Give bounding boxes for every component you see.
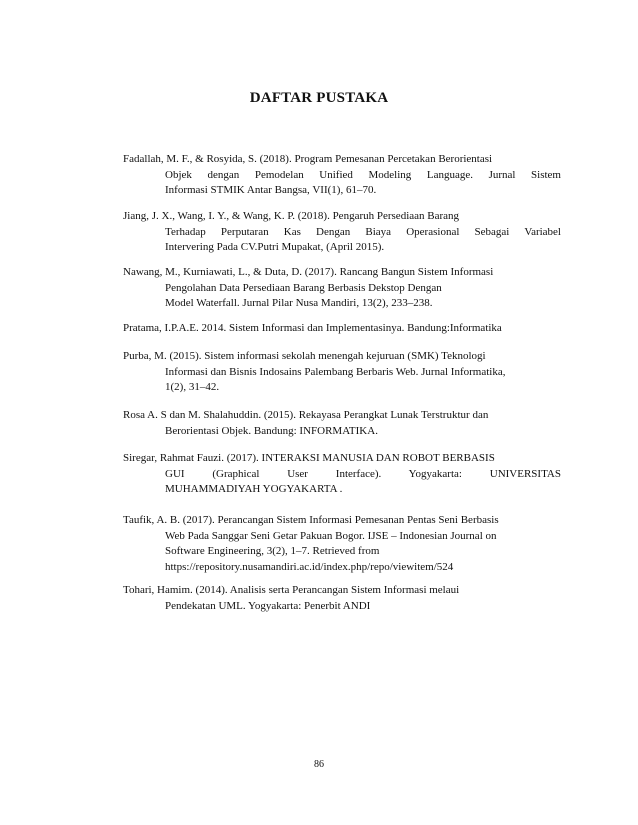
reference-line: Web Pada Sanggar Seni Getar Pakuan Bogor. IJSE – Indonesian Journal on bbox=[165, 529, 497, 542]
reference-line: Purba, M. (2015). Sistem informasi sekolah menengah kejuruan (SMK) Teknologi bbox=[123, 350, 486, 362]
reference-entry bbox=[123, 152, 561, 199]
reference-line: Tohari, Hamim. (2014). Analisis serta Perancangan Sistem Informasi melaui bbox=[123, 584, 460, 596]
reference-entry bbox=[123, 408, 561, 439]
reference-line: Software Engineering, 3(2), 1–7. Retrieved from bbox=[165, 545, 380, 557]
reference-line: Berorientasi Objek. Bandung: INFORMATIKA. bbox=[165, 424, 378, 437]
reference-line: Informasi STMIK Antar Bangsa, VII(1), 61–70. bbox=[165, 184, 377, 196]
reference-entry bbox=[123, 451, 561, 498]
reference-line: Pengolahan Data Persediaan Barang Berbasis Dekstop Dengan bbox=[165, 281, 442, 294]
page-number: 86 bbox=[314, 759, 324, 770]
reference-line: GUI (Graphical User Interface). Yogyakarta: UNIVERSITAS bbox=[165, 467, 561, 480]
page-title: DAFTAR PUSTAKA bbox=[249, 90, 389, 106]
reference-line: Intervering Pada CV.Putri Mupakat, (April 2015). bbox=[165, 241, 385, 253]
reference-line: Informasi dan Bisnis Indosains Palembang Berbaris Web. Jurnal Informatika, bbox=[165, 365, 506, 378]
reference-line: Objek dengan Pemodelan Unified Modeling Language. Jurnal Sistem bbox=[165, 168, 561, 181]
reference-line: Nawang, M., Kurniawati, L., & Duta, D. (2017). Rancang Bangun Sistem Informasi bbox=[123, 266, 494, 278]
reference-line: Terhadap Perputaran Kas Dengan Biaya Operasional Sebagai Variabel bbox=[165, 225, 561, 238]
reference-entry bbox=[123, 321, 561, 337]
reference-entry bbox=[123, 513, 561, 575]
reference-link[interactable]: https://repository.nusamandiri.ac.id/index.php/repo/viewitem/524 bbox=[165, 560, 454, 573]
reference-line: 1(2), 31–42. bbox=[165, 381, 220, 393]
reference-entry bbox=[123, 349, 561, 396]
reference-entry bbox=[123, 265, 561, 312]
reference-line: Pratama, I.P.A.E. 2014. Sistem Informasi dan Implementasinya. Bandung:Informatika bbox=[123, 322, 502, 334]
reference-line: MUHAMMADIYAH YOGYAKARTA . bbox=[165, 483, 343, 495]
reference-entry bbox=[123, 209, 561, 256]
reference-entry bbox=[123, 583, 561, 614]
reference-line: Rosa A. S dan M. Shalahuddin. (2015). Rekayasa Perangkat Lunak Terstruktur dan bbox=[123, 409, 489, 421]
reference-line: Taufik, A. B. (2017). Perancangan Sistem Informasi Pemesanan Pentas Seni Berbasis bbox=[123, 514, 499, 526]
reference-line: Jiang, J. X., Wang, I. Y., & Wang, K. P. (2018). Pengaruh Persediaan Barang bbox=[123, 210, 460, 222]
reference-line: Pendekatan UML. Yogyakarta: Penerbit ANDI bbox=[165, 599, 371, 612]
reference-line: Model Waterfall. Jurnal Pilar Nusa Mandiri, 13(2), 233–238. bbox=[165, 297, 433, 309]
reference-line: Siregar, Rahmat Fauzi. (2017). INTERAKSI MANUSIA DAN ROBOT BERBASIS bbox=[123, 452, 495, 464]
reference-line: Fadallah, M. F., & Rosyida, S. (2018). Program Pemesanan Percetakan Berorientasi bbox=[123, 153, 493, 165]
